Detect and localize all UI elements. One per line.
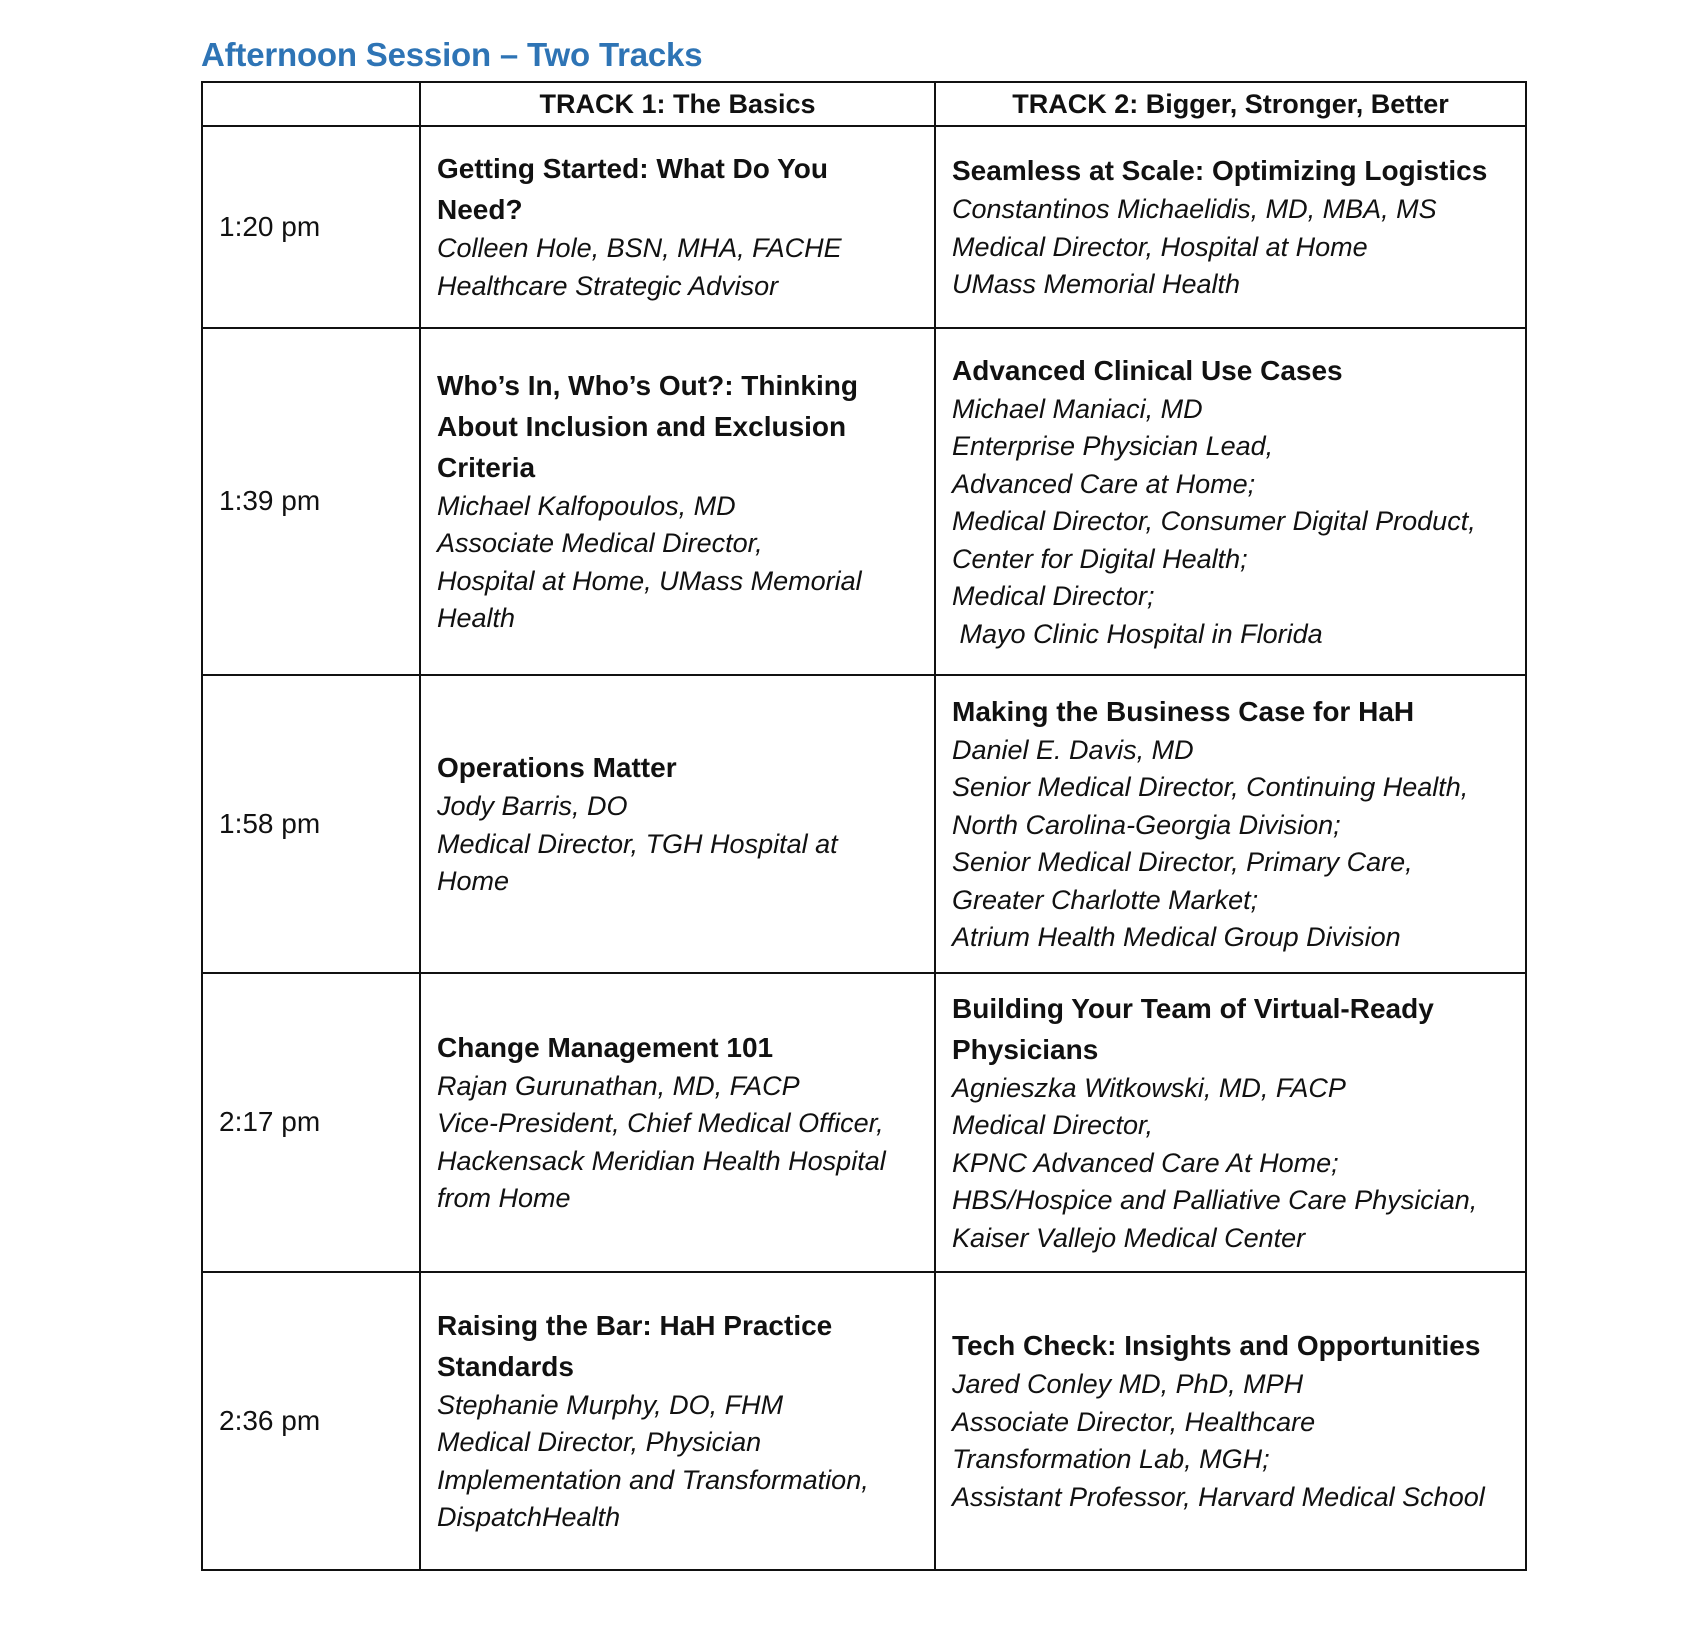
speaker-detail-line: Jared Conley MD, PhD, MPH: [952, 1369, 1304, 1400]
speaker-detail-line: Medical Director, TGH Hospital at: [437, 828, 838, 859]
session-title-line: Physicians: [952, 1033, 1099, 1065]
agenda-row: [202, 1272, 1526, 1570]
speaker-detail-line: Center for Digital Health;: [952, 543, 1248, 574]
speaker-detail-line: Medical Director,: [952, 1110, 1154, 1141]
speaker-detail-line: Colleen Hole, BSN, MHA, FACHE: [437, 233, 842, 264]
speaker-detail-line: Michael Kalfopoulos, MD: [437, 490, 736, 521]
session-title-line: Who’s In, Who’s Out?: Thinking: [437, 369, 858, 401]
speaker-detail-line: Associate Director, Healthcare: [952, 1406, 1316, 1437]
track2-session-cell: [935, 675, 1526, 973]
speaker-detail-line: Advanced Care at Home;: [952, 468, 1256, 499]
speaker-detail-line: Senior Medical Director, Continuing Health,: [952, 772, 1469, 803]
speaker-detail-line: Daniel E. Davis, MD: [952, 734, 1194, 765]
speaker-detail-line: Jody Barris, DO: [437, 791, 628, 822]
speaker-detail-line: Vice-President, Chief Medical Officer,: [437, 1108, 884, 1139]
speaker-detail-line: Agnieszka Witkowski, MD, FACP: [952, 1072, 1346, 1103]
session-title-line: Criteria: [437, 451, 536, 483]
speaker-detail-line: HBS/Hospice and Palliative Care Physician,: [952, 1185, 1478, 1216]
session-title-line: Raising the Bar: HaH Practice: [437, 1309, 833, 1341]
session-title-line: Change Management 101: [437, 1031, 774, 1063]
speaker-detail-line: Health: [437, 603, 516, 634]
speaker-detail-line: Senior Medical Director, Primary Care,: [952, 847, 1413, 878]
track2-session-cell: [935, 126, 1526, 328]
track1-column-header: TRACK 1: The Basics: [420, 82, 935, 126]
session-title-line: Seamless at Scale: Optimizing Logistics: [952, 155, 1488, 187]
speaker-detail-line: Atrium Health Medical Group Division: [952, 922, 1401, 953]
track2-session-cell: [935, 1272, 1526, 1570]
speaker-detail-line: DispatchHealth: [437, 1502, 621, 1533]
session-title-line: About Inclusion and Exclusion: [437, 410, 847, 442]
speaker-detail-line: Medical Director, Physician: [437, 1427, 762, 1458]
track1-session-cell: [420, 328, 935, 675]
speaker-detail-line: Medical Director, Consumer Digital Product,: [952, 506, 1476, 537]
speaker-detail-line: Kaiser Vallejo Medical Center: [952, 1222, 1306, 1253]
speaker-detail-line: Enterprise Physician Lead,: [952, 431, 1274, 462]
session-time: 1:39 pm: [202, 328, 420, 675]
speaker-detail-line: from Home: [437, 1183, 571, 1214]
track2-session-cell: [935, 328, 1526, 675]
session-time: 2:36 pm: [202, 1272, 420, 1570]
track2-column-header: TRACK 2: Bigger, Stronger, Better: [935, 82, 1526, 126]
track1-session-cell: [420, 126, 935, 328]
speaker-detail-line: Medical Director, Hospital at Home: [952, 231, 1368, 262]
track1-session-cell: [420, 973, 935, 1271]
agenda-row: [202, 675, 1526, 973]
speaker-detail-line: Hospital at Home, UMass Memorial: [437, 565, 862, 596]
speaker-detail-line: Healthcare Strategic Advisor: [437, 270, 779, 301]
time-column-header: [202, 82, 420, 126]
session-title-line: Operations Matter: [437, 752, 677, 784]
speaker-detail-line: Medical Director;: [952, 581, 1155, 612]
session-time: 2:17 pm: [202, 973, 420, 1271]
track1-session-cell: [420, 675, 935, 973]
agenda-row: [202, 973, 1526, 1271]
session-title-line: Need?: [437, 194, 523, 226]
speaker-detail-line: Rajan Gurunathan, MD, FACP: [437, 1070, 800, 1101]
speaker-detail-line: UMass Memorial Health: [952, 269, 1241, 300]
session-time: 1:20 pm: [202, 126, 420, 328]
speaker-detail-line: North Carolina-Georgia Division;: [952, 809, 1341, 840]
track2-session-cell: [935, 973, 1526, 1271]
speaker-detail-line: Constantinos Michaelidis, MD, MBA, MS: [952, 194, 1437, 225]
track1-session-cell: [420, 1272, 935, 1570]
speaker-detail-line: Michael Maniaci, MD: [952, 393, 1203, 424]
speaker-detail-line: Home: [437, 866, 510, 897]
session-title-line: Making the Business Case for HaH: [952, 695, 1415, 727]
agenda-table: [201, 81, 1527, 1571]
agenda-row: [202, 126, 1526, 328]
speaker-detail-line: Associate Medical Director,: [437, 528, 763, 559]
session-title-line: Standards: [437, 1350, 574, 1382]
agenda-body: [202, 126, 1526, 1570]
speaker-detail-line: Implementation and Transformation,: [437, 1464, 869, 1495]
session-time: 1:58 pm: [202, 675, 420, 973]
section-heading: Afternoon Session – Two Tracks: [201, 36, 703, 73]
speaker-detail-line: Mayo Clinic Hospital in Florida: [952, 618, 1323, 649]
agenda-row: [202, 328, 1526, 675]
session-title-line: Advanced Clinical Use Cases: [952, 354, 1343, 386]
speaker-detail-line: Transformation Lab, MGH;: [952, 1444, 1270, 1475]
session-title-line: Building Your Team of Virtual-Ready: [952, 992, 1434, 1024]
session-title-line: Tech Check: Insights and Opportunities: [952, 1330, 1481, 1362]
header-row: [202, 82, 1526, 126]
speaker-detail-line: Hackensack Meridian Health Hospital: [437, 1145, 886, 1176]
speaker-detail-line: Stephanie Murphy, DO, FHM: [437, 1389, 784, 1420]
speaker-detail-line: Greater Charlotte Market;: [952, 884, 1259, 915]
speaker-detail-line: KPNC Advanced Care At Home;: [952, 1147, 1339, 1178]
session-title-line: Getting Started: What Do You: [437, 153, 828, 185]
speaker-detail-line: Assistant Professor, Harvard Medical School: [952, 1481, 1485, 1512]
